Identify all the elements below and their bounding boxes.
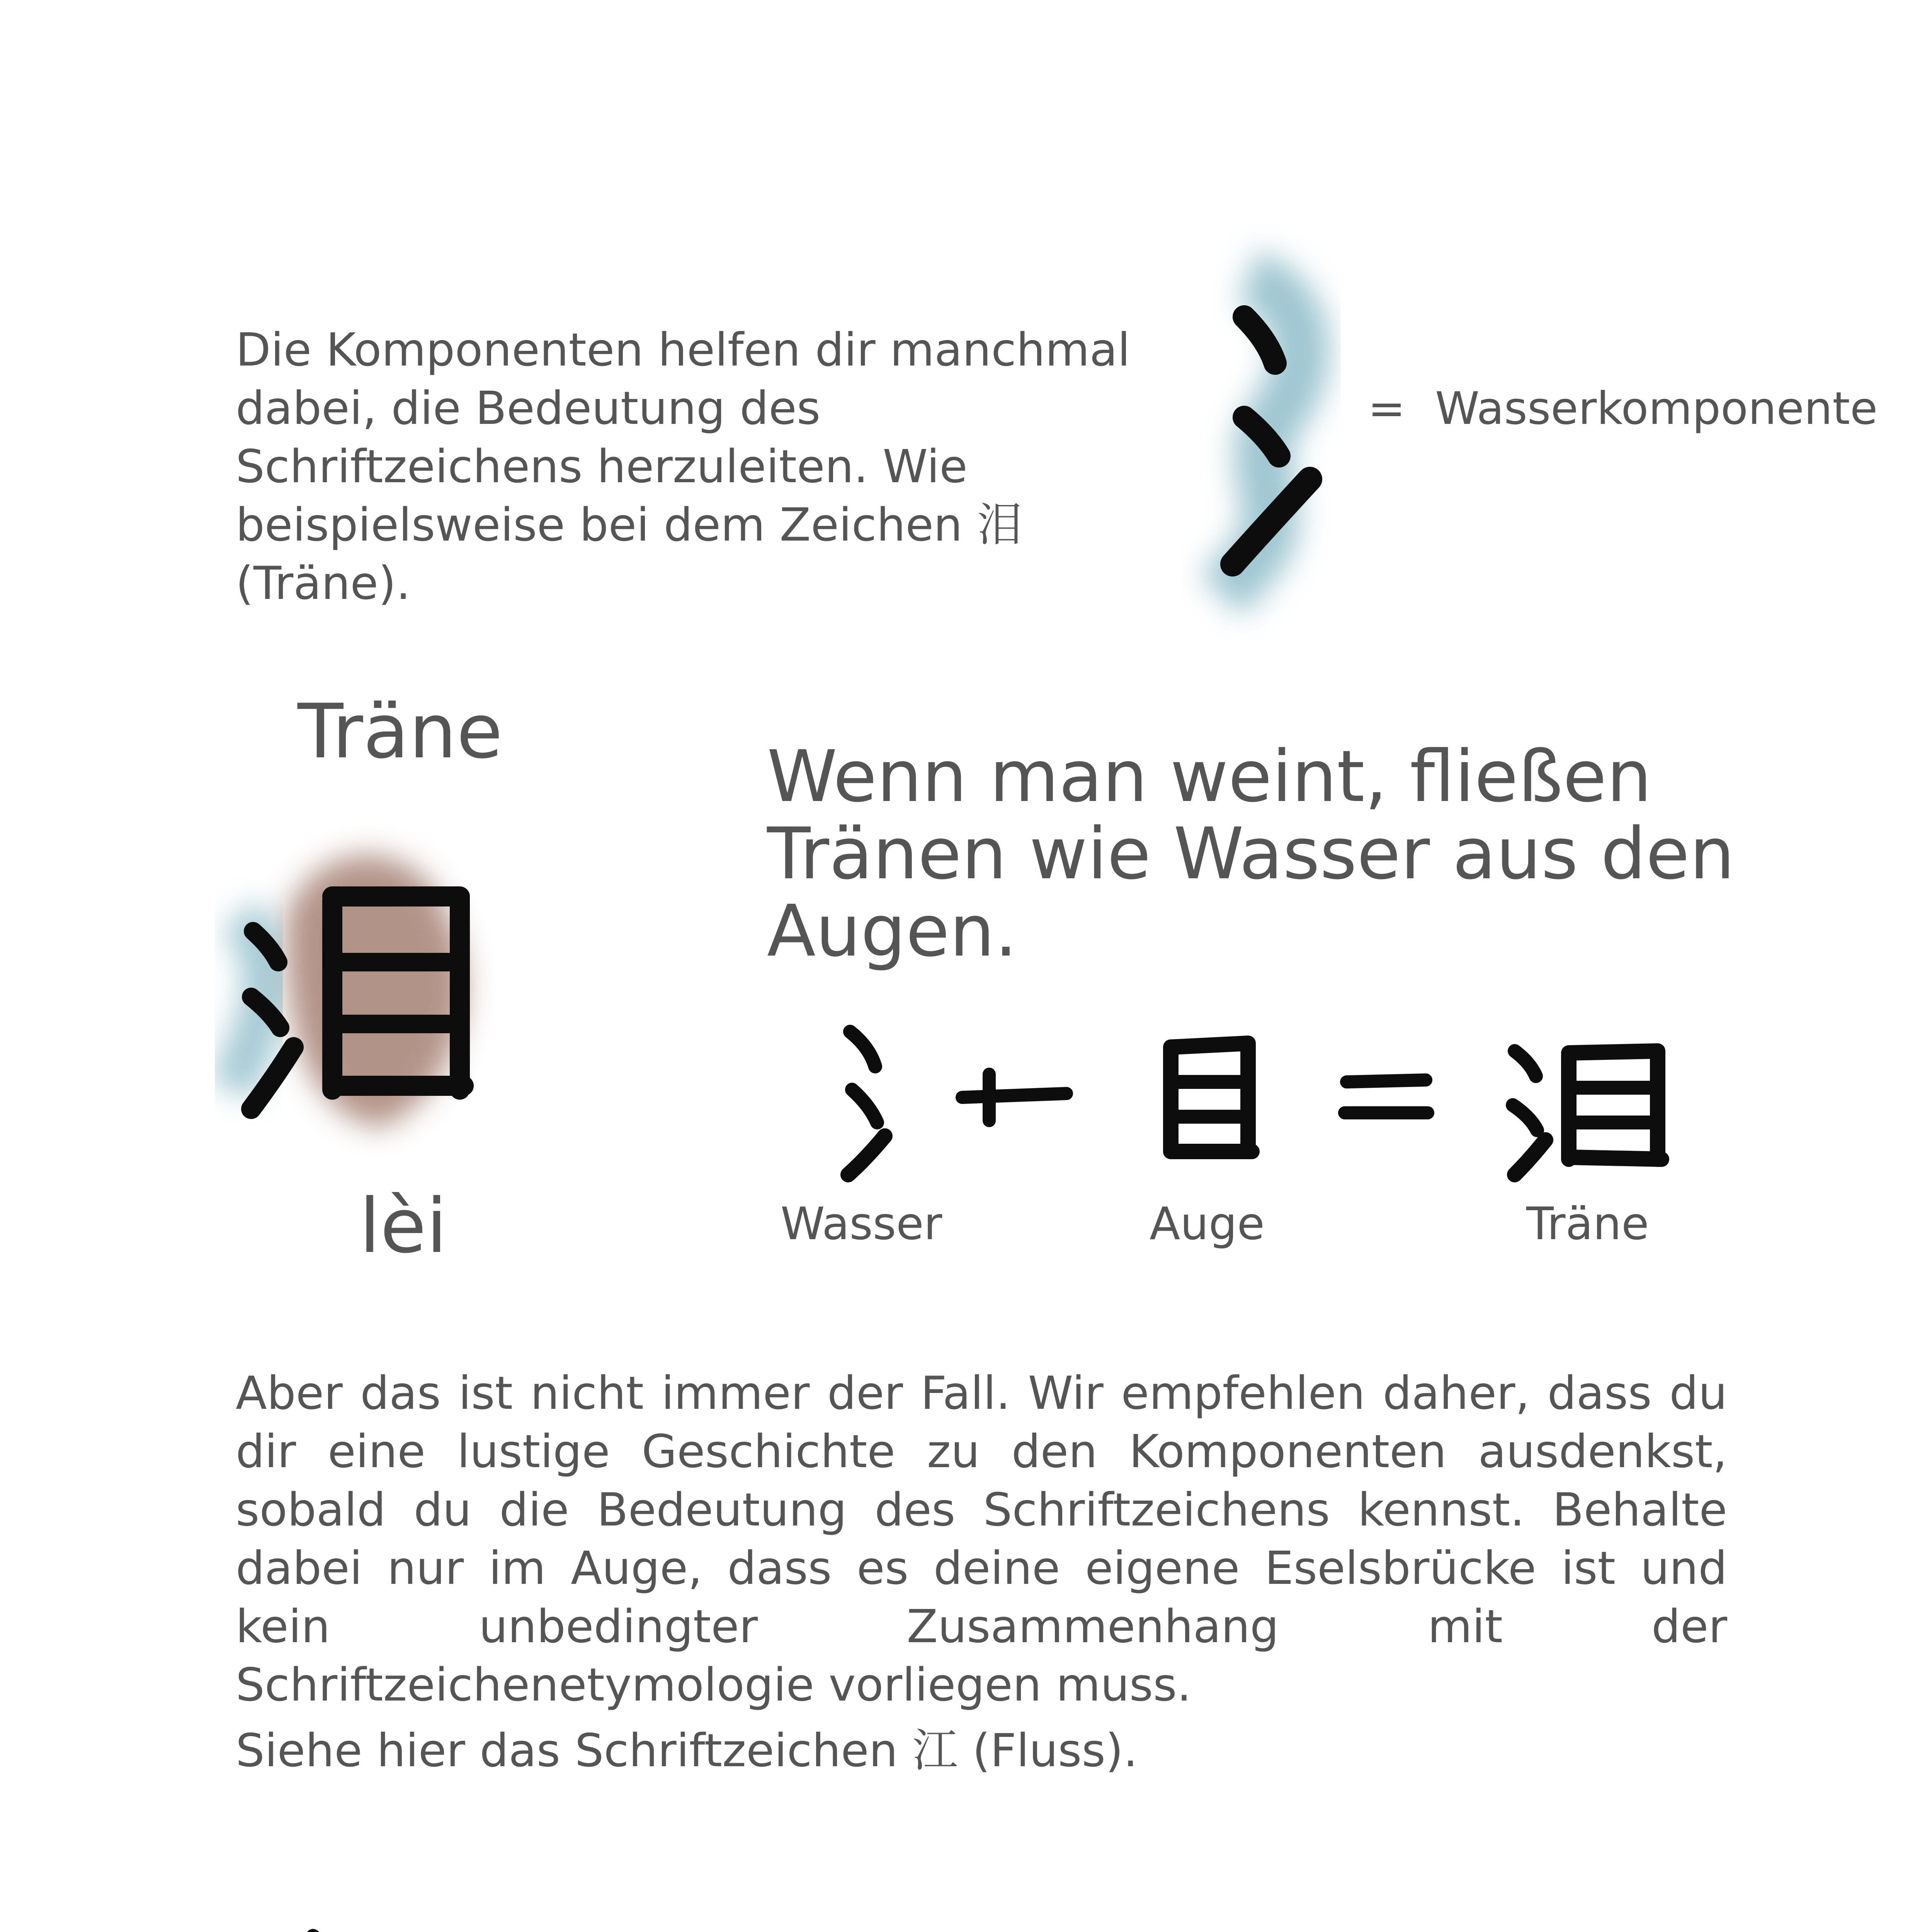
river-equation xyxy=(270,1905,1236,1932)
plus-glyph xyxy=(962,1074,1066,1121)
water-component-legend xyxy=(1368,383,1878,435)
equals-glyph xyxy=(1345,1080,1428,1113)
eye-glyph xyxy=(1171,1043,1252,1151)
intro-char-lei: 泪 xyxy=(977,498,1023,551)
water-component-label: Wasserkomponente xyxy=(1435,383,1878,435)
equals-sign: = xyxy=(1368,383,1406,435)
river-intro-text-end: (Fluss). xyxy=(958,1724,1138,1777)
intro-text: Die Komponenten helfen dir manchmal dabei, die Bedeutung des Schriftzeichens herzuleiten. Wie beispielsweise bei dem Zeichen xyxy=(236,323,1130,551)
tear-eq-label-eye: Auge xyxy=(1150,1198,1265,1250)
explanation-paragraph: Aber das ist nicht immer der Fall. Wir empfehlen daher, dass du dir eine lustige Geschichte zu den Komponenten ausdenkst, sobald du die Bedeutung des Schriftzeichens kennst. Behalte dabei nur im Auge, dass es deine eigene Eselsbrücke ist und kein unbedingter Zusammenhang mit der Schriftzeichenetymologie vorliegen muss. xyxy=(236,1366,1727,1711)
tear-result-glyph xyxy=(1513,1051,1662,1175)
intro-paragraph xyxy=(236,321,1144,612)
river-intro-text: Siehe hier das Schriftzeichen xyxy=(236,1724,913,1777)
tear-equation xyxy=(819,989,1708,1190)
water-component-illustration xyxy=(1179,263,1364,611)
tear-eq-label-tear: Träne xyxy=(1526,1198,1649,1250)
tear-eq-label-water: Wasser xyxy=(781,1198,942,1250)
tear-card-pinyin: lèi xyxy=(359,1182,447,1270)
tear-story: Wenn man weint, fließen Tränen wie Wasser aus den Augen. xyxy=(767,735,1735,973)
river-intro xyxy=(236,1721,1727,1780)
river-intro-char: 江 xyxy=(912,1724,958,1777)
tear-character-illustration xyxy=(216,819,510,1159)
tear-card-title: Träne xyxy=(298,688,503,775)
water-radical-glyph xyxy=(848,1032,885,1175)
intro-text-end: (Träne). xyxy=(236,556,411,610)
